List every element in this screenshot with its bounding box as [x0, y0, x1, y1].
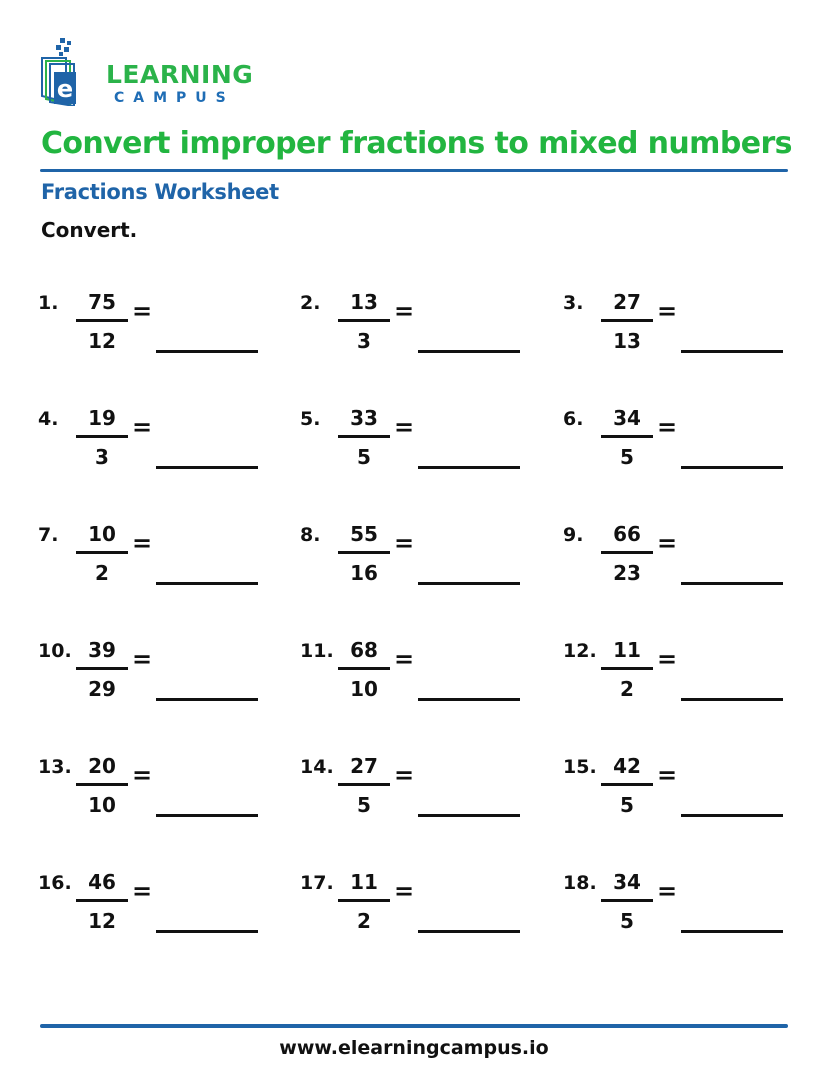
denominator: 23	[613, 561, 641, 585]
problem-item	[38, 628, 288, 718]
fraction-bar	[338, 551, 390, 554]
denominator: 29	[88, 677, 116, 701]
fraction	[338, 754, 390, 817]
equals-sign: =	[394, 761, 415, 789]
problem-item	[300, 628, 550, 718]
fraction	[601, 290, 653, 353]
fraction	[338, 522, 390, 585]
answer-blank[interactable]	[681, 698, 783, 701]
problem-item	[300, 744, 550, 834]
fraction	[76, 638, 128, 701]
numerator: 11	[350, 870, 378, 894]
svg-text:e: e	[56, 75, 74, 103]
page-title: Convert improper fractions to mixed numbers	[41, 126, 792, 161]
fraction-bar	[338, 899, 390, 902]
equals-sign: =	[657, 413, 678, 441]
equals-sign: =	[132, 761, 153, 789]
problem-number: 2.	[300, 292, 321, 314]
denominator: 5	[357, 445, 371, 469]
equals-sign: =	[394, 645, 415, 673]
denominator: 5	[620, 793, 634, 817]
problem-item	[563, 396, 813, 486]
problem-item	[563, 744, 813, 834]
fraction-bar	[601, 435, 653, 438]
problem-number: 18.	[563, 872, 597, 894]
problem-item	[563, 628, 813, 718]
answer-blank[interactable]	[681, 582, 783, 585]
equals-sign: =	[394, 413, 415, 441]
fraction-bar	[338, 319, 390, 322]
worksheet-subtitle: Fractions Worksheet	[41, 180, 279, 204]
equals-sign: =	[657, 645, 678, 673]
problem-number: 3.	[563, 292, 584, 314]
answer-blank[interactable]	[418, 466, 520, 469]
fraction-bar	[601, 551, 653, 554]
title-divider	[40, 169, 788, 172]
denominator: 3	[357, 329, 371, 353]
denominator: 12	[88, 909, 116, 933]
answer-blank[interactable]	[418, 930, 520, 933]
denominator: 2	[357, 909, 371, 933]
answer-blank[interactable]	[681, 930, 783, 933]
denominator: 2	[620, 677, 634, 701]
problem-item	[38, 280, 288, 370]
numerator: 34	[613, 406, 641, 430]
denominator: 13	[613, 329, 641, 353]
equals-sign: =	[657, 297, 678, 325]
problem-number: 1.	[38, 292, 59, 314]
numerator: 75	[88, 290, 116, 314]
answer-blank[interactable]	[156, 582, 258, 585]
equals-sign: =	[394, 877, 415, 905]
footer-website-link[interactable]: www.elearningcampus.io	[279, 1037, 549, 1059]
problem-number: 14.	[300, 756, 334, 778]
problem-item	[300, 280, 550, 370]
problem-item	[563, 860, 813, 950]
fraction-bar	[601, 899, 653, 902]
numerator: 13	[350, 290, 378, 314]
equals-sign: =	[132, 297, 153, 325]
numerator: 46	[88, 870, 116, 894]
fraction	[338, 290, 390, 353]
fraction	[601, 870, 653, 933]
fraction	[338, 406, 390, 469]
equals-sign: =	[132, 877, 153, 905]
fraction-bar	[601, 667, 653, 670]
problem-item	[38, 512, 288, 602]
answer-blank[interactable]	[681, 814, 783, 817]
book-logo-icon	[40, 36, 110, 106]
fraction-bar	[338, 783, 390, 786]
answer-blank[interactable]	[156, 814, 258, 817]
denominator: 10	[88, 793, 116, 817]
fraction	[601, 638, 653, 701]
fraction-bar	[601, 319, 653, 322]
problem-number: 4.	[38, 408, 59, 430]
problem-number: 11.	[300, 640, 334, 662]
equals-sign: =	[132, 645, 153, 673]
fraction	[338, 638, 390, 701]
problem-item	[300, 860, 550, 950]
problem-item	[300, 396, 550, 486]
problem-number: 17.	[300, 872, 334, 894]
fraction-bar	[76, 783, 128, 786]
numerator: 27	[613, 290, 641, 314]
numerator: 19	[88, 406, 116, 430]
numerator: 27	[350, 754, 378, 778]
fraction	[601, 406, 653, 469]
equals-sign: =	[132, 413, 153, 441]
fraction-bar	[76, 435, 128, 438]
fraction	[338, 870, 390, 933]
problem-number: 16.	[38, 872, 72, 894]
fraction	[601, 522, 653, 585]
fraction-bar	[76, 899, 128, 902]
numerator: 10	[88, 522, 116, 546]
fraction-bar	[76, 319, 128, 322]
problem-number: 7.	[38, 524, 59, 546]
answer-blank[interactable]	[156, 930, 258, 933]
problem-number: 6.	[563, 408, 584, 430]
numerator: 34	[613, 870, 641, 894]
instruction-text: Convert.	[41, 218, 138, 242]
answer-blank[interactable]	[418, 582, 520, 585]
fraction	[601, 754, 653, 817]
answer-blank[interactable]	[418, 814, 520, 817]
fraction-bar	[76, 551, 128, 554]
problem-number: 12.	[563, 640, 597, 662]
problem-number: 5.	[300, 408, 321, 430]
answer-blank[interactable]	[418, 350, 520, 353]
problem-item	[38, 744, 288, 834]
logo-learning-text: LEARNING	[106, 60, 254, 89]
answer-blank[interactable]	[418, 698, 520, 701]
denominator: 2	[95, 561, 109, 585]
problem-item	[563, 280, 813, 370]
problem-number: 8.	[300, 524, 321, 546]
problem-item	[563, 512, 813, 602]
answer-blank[interactable]	[156, 698, 258, 701]
numerator: 42	[613, 754, 641, 778]
fraction	[76, 870, 128, 933]
equals-sign: =	[657, 529, 678, 557]
denominator: 5	[620, 445, 634, 469]
denominator: 5	[620, 909, 634, 933]
equals-sign: =	[132, 529, 153, 557]
answer-blank[interactable]	[156, 350, 258, 353]
footer-divider	[40, 1024, 788, 1028]
problem-number: 10.	[38, 640, 72, 662]
equals-sign: =	[657, 761, 678, 789]
fraction	[76, 406, 128, 469]
fraction	[76, 522, 128, 585]
equals-sign: =	[394, 529, 415, 557]
numerator: 55	[350, 522, 378, 546]
fraction	[76, 290, 128, 353]
numerator: 11	[613, 638, 641, 662]
numerator: 66	[613, 522, 641, 546]
problem-item	[38, 396, 288, 486]
answer-blank[interactable]	[681, 466, 783, 469]
answer-blank[interactable]	[156, 466, 258, 469]
fraction-bar	[76, 667, 128, 670]
problem-item	[38, 860, 288, 950]
denominator: 12	[88, 329, 116, 353]
problem-number: 9.	[563, 524, 584, 546]
elearning-campus-logo	[40, 36, 254, 106]
problem-number: 13.	[38, 756, 72, 778]
denominator: 10	[350, 677, 378, 701]
denominator: 5	[357, 793, 371, 817]
denominator: 16	[350, 561, 378, 585]
numerator: 33	[350, 406, 378, 430]
fraction-bar	[338, 667, 390, 670]
equals-sign: =	[657, 877, 678, 905]
problem-number: 15.	[563, 756, 597, 778]
fraction	[76, 754, 128, 817]
fraction-bar	[601, 783, 653, 786]
denominator: 3	[95, 445, 109, 469]
numerator: 68	[350, 638, 378, 662]
answer-blank[interactable]	[681, 350, 783, 353]
fraction-bar	[338, 435, 390, 438]
equals-sign: =	[394, 297, 415, 325]
numerator: 20	[88, 754, 116, 778]
logo-campus-text: CAMPUS	[114, 90, 235, 106]
problem-item	[300, 512, 550, 602]
numerator: 39	[88, 638, 116, 662]
